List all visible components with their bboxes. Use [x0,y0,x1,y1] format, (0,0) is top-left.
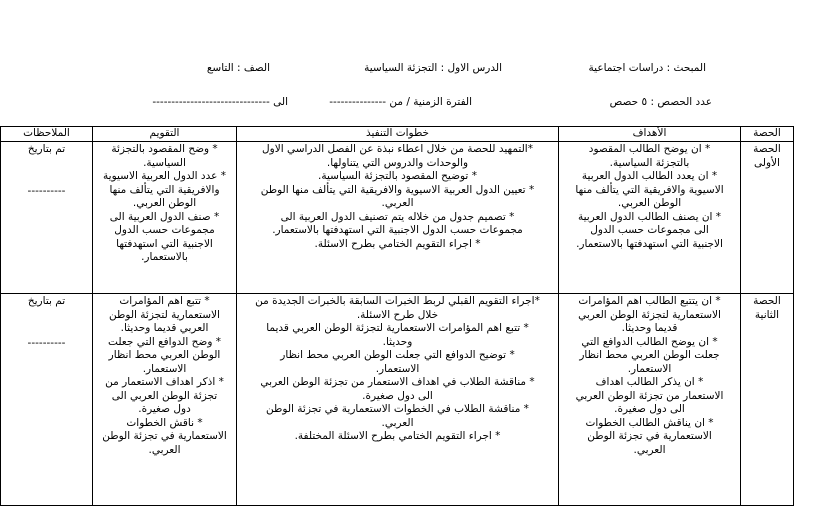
evaluation-line: السياسية. [143,156,186,169]
steps-line: الى دول صغيرة. [362,389,433,402]
evaluation-line: الوطن العربي محط انظار [108,349,221,361]
evaluation-cell [93,142,237,294]
evaluation-cell [93,294,237,506]
notes-date-text: تم بتاريخ [27,143,66,155]
evaluation-line: تجزئة الوطن العربي الى [111,389,218,402]
evaluation-line: الوطن العربي. [132,197,197,209]
evaluation-line: الاجنبية التي استهدفتها [116,237,213,250]
objectives-line: الى مجموعات حسب الدول [590,224,709,236]
evaluation-line: * تتبع اهم المؤامرات [119,295,210,307]
notes-cell [1,294,93,506]
notes-date-blank: ---------- [27,336,66,349]
evaluation-line: * وضح الدوافع التي جعلت [108,335,221,348]
table-row [1,294,794,506]
session-line: الحصة [753,143,781,155]
objectives-line: * ان يذكر الطالب اهداف [595,376,704,388]
objectives-line: * ان يوضح الطالب المقصود [588,143,711,155]
steps-line: العربي. [381,416,414,429]
objectives-line: * ان يناقش الطالب الخطوات [585,416,714,429]
period-to: الى ------------------------------- [152,96,288,108]
header-steps: خطوات التنفيذ [237,127,559,142]
evaluation-line: العربي قديما وحديثا. [120,322,209,334]
header-objectives: الأهداف [559,127,741,142]
objectives-line: * ان يتتبع الطالب اهم المؤامرات [578,295,721,307]
table-header-row [1,127,794,142]
evaluation-line: بالاستعمار. [141,251,188,263]
objectives-cell [559,142,741,294]
session-cell [741,294,794,506]
session-line: الثانية [754,308,780,321]
steps-line: *اجراء التقويم القبلي لربط الخبرات السابقة بالخبرات الجديدة من [255,295,540,307]
notes-date-text: تم بتاريخ [27,295,66,307]
evaluation-line: * صنف الدول العربية الى [109,210,220,223]
steps-line: * توضيح المقصود بالتجزئة السياسية. [318,170,477,182]
evaluation-line: مجموعات حسب الدول [114,224,215,236]
objectives-line: جعلت الوطن العربي محط انظار [579,349,720,361]
steps-line: العربي. [381,197,414,209]
lesson-title: الدرس الاول : التجزئة السياسية [364,62,502,74]
objectives-line: الاسيوية والافريقية التي يتألف منها [575,183,724,196]
lesson-plan-table [0,126,794,506]
notes-cell [1,142,93,294]
steps-line: * مناقشة الطلاب في الخطوات الاستعمارية في تجزئة الوطن [266,403,529,415]
evaluation-line: * عدد الدول العربية الاسيوية [103,170,226,182]
evaluation-line: دول صغيرة. [138,403,191,415]
steps-cell [237,294,559,506]
objectives-line: الاجنبية التي استهدفتها بالاستعمار. [576,237,723,250]
session-line: الحصة [753,295,781,307]
session-cell [741,142,794,294]
session-line: الأولى [754,156,780,169]
steps-line: * تصميم جدول من خلاله يتم تصنيف الدول العربية الى [280,210,515,223]
steps-line: * تتبع اهم المؤامرات الاستعمارية لتجزئة الوطن العربي قديما [266,322,529,334]
periods-count: عدد الحصص : ٥ حصص [609,96,712,108]
header-notes: الملاحظات [1,127,93,142]
objectives-cell [559,294,741,506]
period-range: الفترة الزمنية / من --------------- [329,96,472,108]
objectives-line: الاستعمار. [627,362,672,375]
evaluation-line: الاستعمار. [142,362,187,375]
steps-line: مجموعات حسب الدول الاجنبية التي استهدفتها بالاستعمار. [272,224,523,236]
evaluation-line: * اذكر اهداف الاستعمار من [105,376,224,388]
objectives-line: الوطن العربي. [617,197,682,209]
objectives-line: * ان يوضح الطالب الدوافع التي [581,335,718,348]
subject-label: المبحث : دراسات اجتماعية [588,62,706,74]
steps-line: * مناقشة الطلاب في اهداف الاستعمار من تجزئة الوطن العربي [260,376,535,388]
objectives-line: بالتجزئة السياسية. [609,156,690,169]
steps-line: وحديثا. [382,335,413,348]
steps-line: والوحدات والدروس التي يتناولها. [326,156,469,169]
objectives-line: الاستعمار من تجزئة الوطن العربي [575,389,724,402]
evaluation-line: * ناقش الخطوات [126,416,203,429]
evaluation-line: والافريقية التي يتألف منها [109,183,220,196]
objectives-line: الاستعمارية لتجزئة الوطن العربي [578,308,721,321]
steps-line: * اجراء التقويم الختامي بطرح الاسئلة المختلفة. [294,430,501,442]
grade-label: الصف : التاسع [206,62,270,74]
notes-date-blank: ---------- [27,184,66,197]
steps-line: *التمهيد للحصة من خلال اعطاء نبذة عن الفصل الدراسي الاول [262,143,533,155]
evaluation-line: * وضح المقصود بالتجزئة [111,143,218,155]
steps-line: * توضيح الدوافع التي جعلت الوطن العربي محط انظار [280,349,515,361]
steps-line: * تعيين الدول العربية الاسيوية والافريقية التي يتألف منها الوطن [260,183,535,196]
objectives-line: * ان يعدد الطالب الدول العربية [581,170,718,182]
objectives-line: الاستعمارية في تجزئة الوطن [587,430,712,442]
steps-line: * اجراء التقويم الختامي بطرح الاسئلة. [314,237,481,250]
evaluation-line: الاستعمارية في تجزئة الوطن [102,430,227,442]
objectives-line: قديما وحديثا. [621,322,678,334]
header-session: الحصة [741,127,794,142]
objectives-line: * ان يصنف الطالب الدول العربية [577,210,722,223]
objectives-line: الى دول صغيرة. [614,403,685,415]
objectives-line: العربي. [633,443,666,456]
table-row [1,142,794,294]
steps-line: خلال طرح الاسئلة. [356,308,439,321]
evaluation-line: الاستعمارية لتجزئة الوطن [109,308,220,321]
header-evaluation: التقويم [93,127,237,142]
evaluation-line: العربي. [148,443,181,456]
steps-line: الاستعمار. [375,362,420,375]
steps-cell [237,142,559,294]
